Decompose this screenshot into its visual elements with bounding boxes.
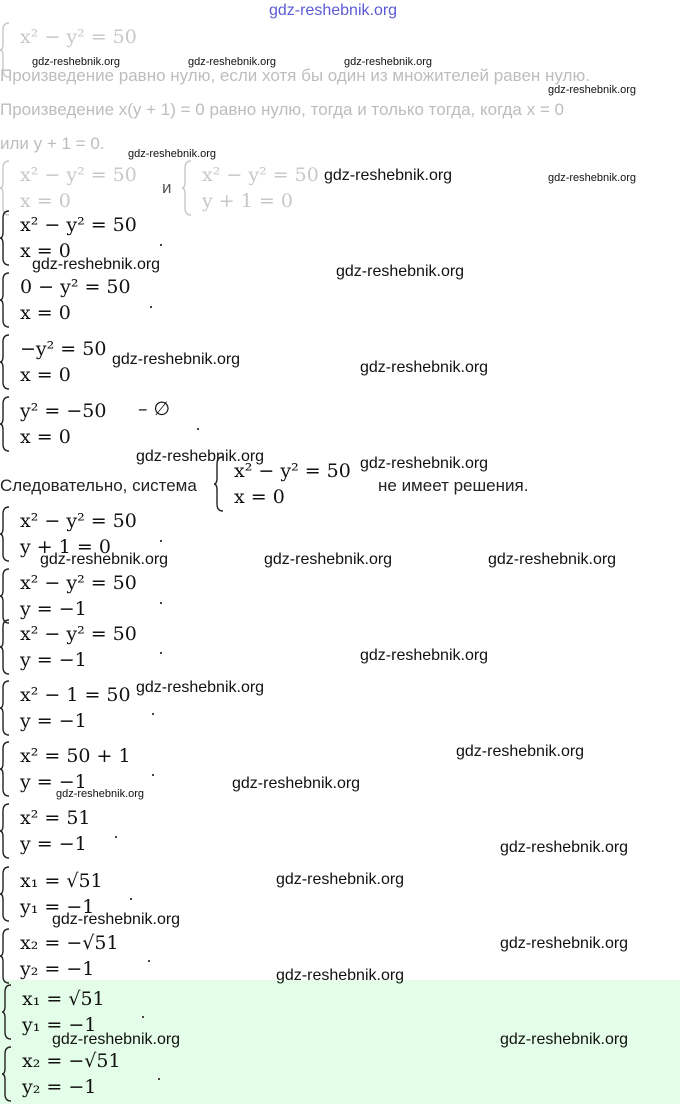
brace	[0, 22, 10, 52]
watermark: gdz-reshebnik.org	[188, 56, 277, 68]
watermark: gdz-reshebnik.org	[40, 551, 169, 568]
equation: x² = 50 + 1	[20, 745, 131, 767]
watermark: gdz-reshebnik.org	[32, 256, 161, 273]
equation: x₂ = −√51	[20, 932, 119, 954]
system-step-8	[0, 680, 131, 736]
watermark: gdz-reshebnik.org	[264, 551, 393, 568]
dot	[115, 836, 117, 838]
system-step-6	[0, 568, 137, 624]
dot	[130, 898, 132, 900]
equation: x² − y² = 50	[20, 572, 137, 594]
brace	[0, 506, 10, 562]
watermark: gdz-reshebnik.org	[336, 263, 465, 280]
brace	[0, 928, 10, 984]
equation: x² − y² = 50	[202, 164, 319, 186]
equation: x² − y² = 50	[20, 510, 137, 532]
equation: y₁ = −1	[22, 1014, 97, 1036]
system-case-y	[182, 160, 319, 216]
brace	[0, 680, 10, 736]
system-step-10	[0, 803, 91, 859]
dot	[158, 1078, 160, 1080]
watermark: gdz-reshebnik.org	[488, 551, 617, 568]
equation: x₂ = −√51	[22, 1050, 121, 1072]
brace	[0, 803, 10, 859]
brace	[2, 984, 12, 1040]
watermark: gdz-reshebnik.org	[500, 1031, 629, 1048]
watermark: gdz-reshebnik.org	[52, 911, 181, 928]
brace	[0, 396, 10, 452]
watermark: gdz-reshebnik.org	[456, 743, 585, 760]
and-word: и	[162, 178, 172, 197]
brace	[2, 1046, 12, 1102]
equation: x = 0	[20, 364, 71, 386]
watermark: gdz-reshebnik.org	[500, 839, 629, 856]
brace	[0, 741, 10, 797]
equation: x² − y² = 50	[20, 623, 137, 645]
watermark: gdz-reshebnik.org	[548, 84, 637, 96]
brace	[0, 619, 10, 675]
watermark: gdz-reshebnik.org	[136, 448, 265, 465]
watermark: gdz-reshebnik.org	[344, 56, 433, 68]
equation: x² = 51	[20, 807, 91, 829]
conclusion-prefix: Следовательно, система	[0, 476, 197, 495]
equation: y + 1 = 0	[202, 190, 293, 212]
equation: x² − 1 = 50	[20, 684, 131, 706]
brace	[182, 160, 192, 216]
equation: y = −1	[20, 598, 87, 620]
equation: x² − y² = 50	[20, 164, 137, 186]
watermark: gdz-reshebnik.org	[112, 351, 241, 368]
brace	[0, 866, 10, 922]
equation: x₁ = √51	[22, 988, 105, 1010]
explanation-line-3: или y + 1 = 0.	[0, 134, 105, 153]
dot	[150, 306, 152, 308]
watermark: gdz-reshebnik.org	[136, 679, 265, 696]
equation: x² − y² = 50	[234, 460, 351, 482]
system-step-12	[0, 928, 119, 984]
watermark: gdz-reshebnik.org	[548, 172, 637, 184]
watermark: gdz-reshebnik.org	[360, 647, 489, 664]
system-step-2	[0, 272, 131, 328]
equation: y = −1	[20, 649, 87, 671]
equation: x = 0	[20, 190, 71, 212]
equation: x² − y² = 50	[20, 26, 137, 48]
system-step-3	[0, 334, 106, 390]
equation: x₁ = √51	[20, 870, 103, 892]
dot	[152, 774, 154, 776]
watermark-header: gdz-reshebnik.org	[269, 2, 398, 19]
equation: 0 − y² = 50	[20, 276, 131, 298]
equation: x = 0	[234, 486, 285, 508]
brace	[0, 160, 10, 216]
watermark: gdz-reshebnik.org	[32, 56, 121, 68]
system-case-x	[0, 160, 137, 216]
watermark: gdz-reshebnik.org	[128, 148, 217, 160]
equation: y = −1	[20, 710, 87, 732]
watermark: gdz-reshebnik.org	[324, 167, 453, 184]
dot	[142, 1016, 144, 1018]
watermark: gdz-reshebnik.org	[276, 871, 405, 888]
dot	[160, 602, 162, 604]
watermark: gdz-reshebnik.org	[276, 967, 405, 984]
equation: y = −1	[20, 833, 87, 855]
watermark: gdz-reshebnik.org	[500, 935, 629, 952]
dot	[160, 244, 162, 246]
system-step-4	[0, 396, 106, 452]
brace	[0, 272, 10, 328]
equation: y₁ = −1	[20, 896, 95, 918]
equation: x² − y² = 50	[20, 214, 137, 236]
brace	[0, 334, 10, 390]
dot	[152, 713, 154, 715]
answer-system-2	[2, 1046, 121, 1102]
watermark: gdz-reshebnik.org	[360, 455, 489, 472]
dot	[160, 652, 162, 654]
conclusion-suffix: не имеет решения.	[378, 476, 529, 495]
explanation-line-1: Произведение равно нулю, если хотя бы один из множителей равен нулю.	[0, 66, 590, 85]
equation: y + 1 = 0	[20, 536, 111, 558]
equation: −y² = 50	[20, 338, 107, 360]
dot	[160, 540, 162, 542]
watermark: gdz-reshebnik.org	[56, 788, 145, 800]
equation: x = 0	[20, 240, 71, 262]
system-step-7	[0, 619, 137, 675]
watermark: gdz-reshebnik.org	[232, 775, 361, 792]
equation: y₂ = −1	[20, 958, 95, 980]
equation: x = 0	[20, 426, 71, 448]
watermark: gdz-reshebnik.org	[360, 359, 489, 376]
dot	[148, 960, 150, 962]
equation: y₂ = −1	[22, 1076, 97, 1098]
dot	[197, 428, 199, 430]
watermark: gdz-reshebnik.org	[52, 1031, 181, 1048]
empty-set-note: – ∅	[138, 398, 171, 420]
equation: y² = −50	[20, 400, 107, 422]
brace	[0, 210, 10, 266]
equation: x = 0	[20, 302, 71, 324]
equation: y = −1	[20, 771, 87, 793]
explanation-line-2: Произведение x(y + 1) = 0 равно нулю, тогда и только тогда, когда x = 0	[0, 100, 564, 119]
brace	[0, 568, 10, 624]
system-partial-top	[0, 22, 137, 52]
